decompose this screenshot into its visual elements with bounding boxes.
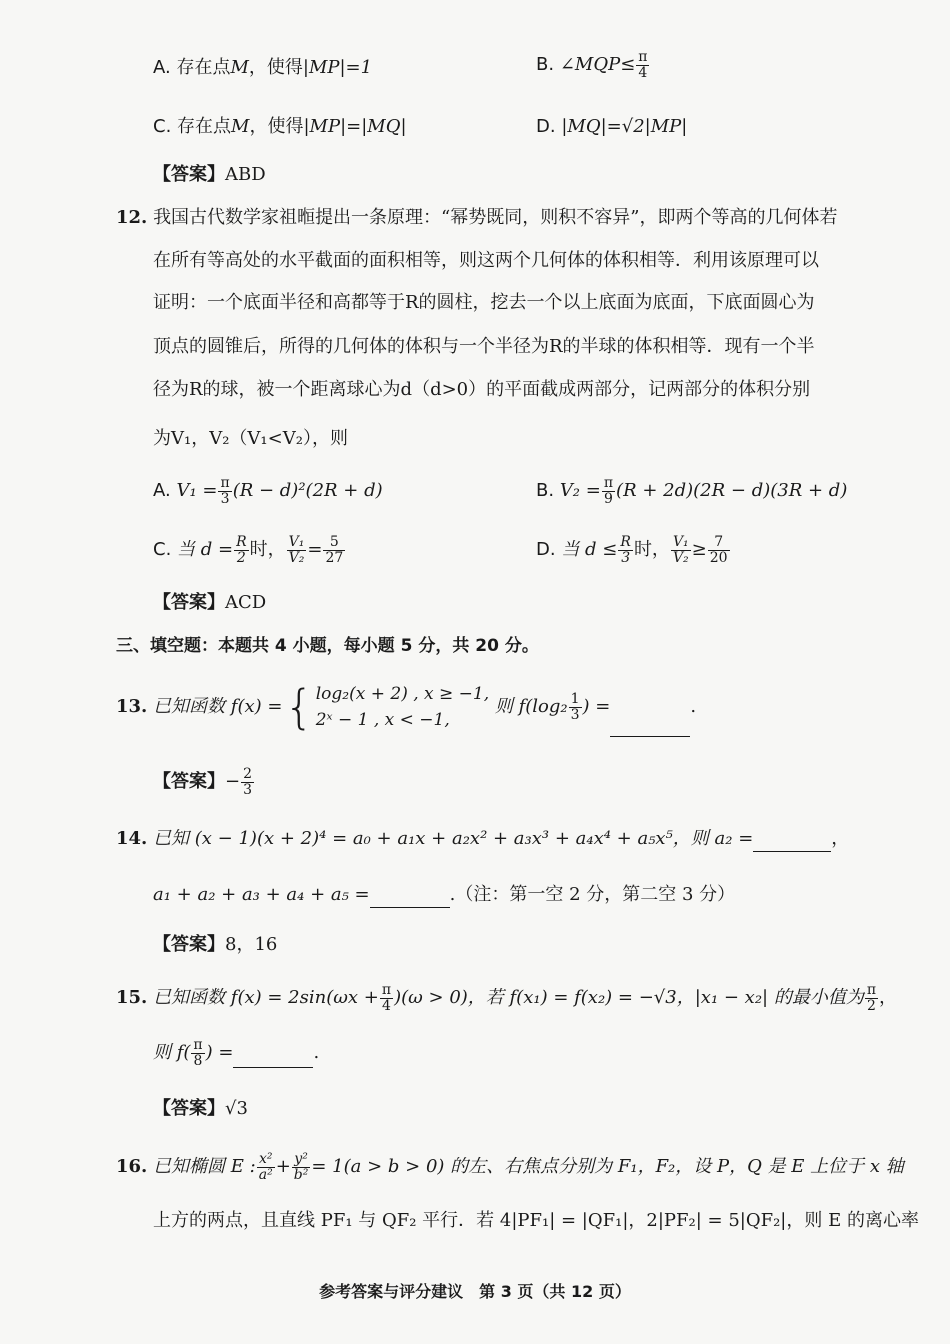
q12-line-2: 在所有等高处的水平截面的面积相等，则这两个几何体的体积相等．利用该原理可以 [153, 250, 819, 271]
answer-blank[interactable] [753, 831, 831, 852]
fraction: $\frac{\pi}{4}$ [638, 49, 648, 81]
fraction: $\frac{2}{3}$ [243, 765, 253, 798]
fraction: $\frac{\pi}{8}$ [193, 1037, 203, 1069]
fraction: $\frac{5}{27}$ [325, 534, 344, 566]
q11-option-c: C. 存在点M，使得|MP|=|MQ| [153, 116, 407, 137]
fraction: $\frac{\text{V₁}}{\text{V₂}}$ [672, 534, 689, 566]
q12-option-b: B. V₂ = $\frac{\pi}{9}$ (R + 2d)(2R − d)(3R + d) [536, 475, 848, 507]
q12-line-5: 径为R的球，被一个距离球心为d（d>0）的平面截成两部分，记两部分的体积分别 [153, 379, 811, 400]
left-brace: { [284, 680, 314, 734]
fraction: $\frac{R}{3}$ [620, 534, 631, 566]
answer-blank[interactable] [233, 1047, 313, 1068]
q16-line-2: 上方的两点，且直线 PF₁ 与 QF₂ 平行．若 4|PF₁| = |QF₁|，2|PF₂| = 5|QF₂|，则 E 的离心率 [153, 1210, 919, 1231]
fraction: $\frac{\text{x²}}{\text{a²}}$ [258, 1151, 273, 1183]
section-heading: 三、填空题：本题共 4 小题，每小题 5 分，共 20 分。 [116, 636, 539, 656]
fraction: $\frac{\text{y²}}{\text{b²}}$ [293, 1151, 309, 1183]
q14-answer: 【答案】8，16 [153, 934, 278, 955]
q11-option-d: D. |MQ|=√2|MP| [536, 116, 688, 137]
q11-option-a: A. 存在点M，使得|MP|=1 [153, 57, 373, 78]
fraction: $\frac{\pi}{4}$ [381, 982, 392, 1014]
q12-answer: 【答案】ACD [153, 592, 267, 613]
fraction: $\frac{\pi}{9}$ [603, 475, 614, 507]
piecewise-cases: log₂(x + 2) , x ≥ −1, 2ˣ − 1 , x < −1, [315, 684, 490, 730]
answer-blank[interactable] [610, 716, 690, 737]
q12-line-6: 为V₁，V₂（V₁<V₂），则 [153, 428, 348, 449]
q12-line-3: 证明：一个底面半径和高都等于R的圆柱，挖去一个以上底面为底面，下底面圆心为 [153, 292, 815, 313]
q13-question: 13. 已知函数 f(x) ={ log₂(x + 2) , x ≥ −1, 2ˣ − 1 , x < −1, 则 f(log₂ $\frac{1}{3}$ ) = . [116, 677, 696, 737]
q14-line-2: a₁ + a₂ + a₃ + a₄ + a₅ = .（注：第一空 2 分，第二空 3 分） [153, 882, 735, 908]
page-footer: 参考答案与评分建议 第 3 页（共 12 页） [319, 1282, 631, 1301]
fraction: $\frac{\text{V₁}}{\text{V₂}}$ [288, 534, 305, 566]
q16-line-1: 16. 已知椭圆 E : $\frac{\text{x²}}{\text{a²}}$ + $\frac{\text{y²}}{\text{b²}}$ = 1(a > b > 0) 的左、右焦点分别为 F₁，F₂，设 P，Q 是 E 上位于 x 轴 [116, 1151, 904, 1183]
q12-option-a: A. V₁ = $\frac{\pi}{3}$ (R − d)²(2R + d) [153, 475, 383, 507]
q13-answer: 【答案】− $\frac{2}{3}$ [153, 765, 253, 798]
answer-blank[interactable] [370, 887, 450, 908]
q15-line-1: 15. 已知函数 f(x) = 2sin(ωx + $\frac{\pi}{4}$ )(ω > 0)，若 f(x₁) = f(x₂) = −√3，|x₁ − x₂| 的最小值为 $\frac{\pi}{2}$ ， [116, 982, 898, 1014]
q15-line-2: 则 f( $\frac{\pi}{8}$ ) = . [153, 1037, 320, 1069]
q12-line-1: 12. 我国古代数学家祖暅提出一条原理：“幂势既同，则积不容异”，即两个等高的几何体若 [116, 207, 838, 228]
q11-answer: 【答案】ABD [153, 164, 266, 185]
fraction: $\frac{R}{2}$ [236, 534, 247, 566]
fraction: $\frac{\pi}{2}$ [866, 982, 877, 1014]
q11-option-b: B. ∠MQP≤ $\frac{\pi}{4}$ [536, 49, 648, 81]
q14-line-1: 14. 已知 (x − 1)(x + 2)⁴ = a₀ + a₁x + a₂x² + a₃x³ + a₄x⁴ + a₅x⁵，则 a₂ = ， [116, 826, 849, 852]
q15-answer: 【答案】√3 [153, 1098, 248, 1119]
fraction: $\frac{1}{3}$ [570, 690, 580, 723]
q12-option-d: D. 当 d ≤ $\frac{R}{3}$ 时， $\frac{\text{V₁}}{\text{V₂}}$ ≥ $\frac{7}{20}$ [536, 534, 728, 566]
fraction: $\frac{\pi}{3}$ [220, 475, 230, 507]
fraction: $\frac{7}{20}$ [709, 534, 728, 566]
q12-line-4: 顶点的圆锥后，所得的几何体的体积与一个半径为R的半球的体积相等．现有一个半 [153, 336, 815, 357]
q12-option-c: C. 当 d = $\frac{R}{2}$ 时， $\frac{\text{V₁}}{\text{V₂}}$ = $\frac{5}{27}$ [153, 534, 344, 566]
